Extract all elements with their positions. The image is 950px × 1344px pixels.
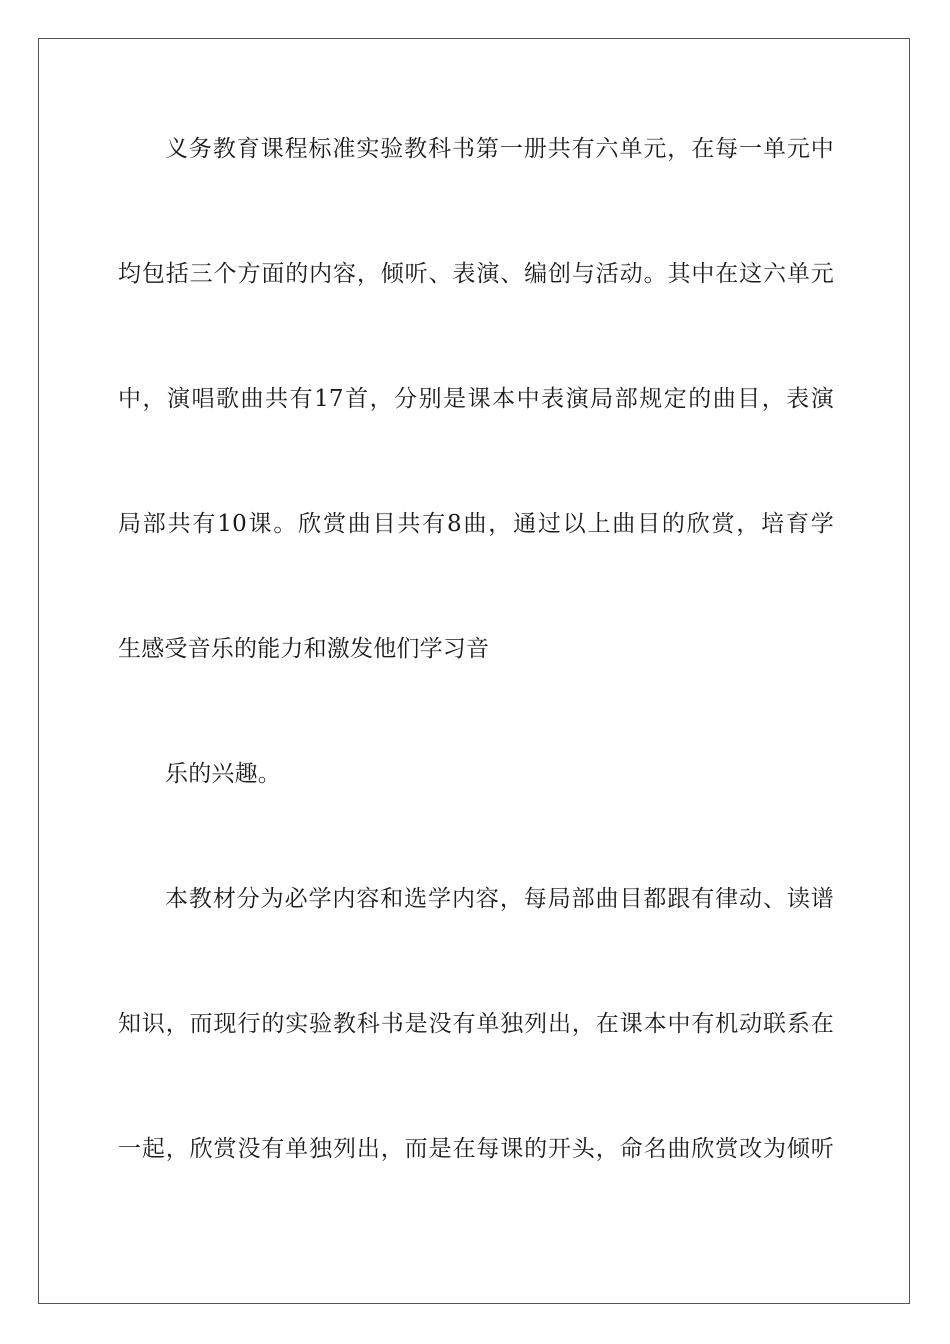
paragraph-1-line-2: 均包括三个方面的内容，倾听、表演、编创与活动。其中在这六单元	[118, 261, 834, 287]
paragraph-1-line-1: 义务教育课程标准实验教科书第一册共有六单元，在每一单元中	[165, 136, 834, 162]
paragraph-3-line-1: 本教材分为必学内容和选学内容，每局部曲目都跟有律动、读谱	[165, 886, 834, 912]
paragraph-1-line-5: 生感受音乐的能力和激发他们学习音	[118, 636, 490, 662]
paragraph-3-line-2: 知识，而现行的实验教科书是没有单独列出，在课本中有机动联系在	[118, 1011, 834, 1037]
paragraph-1-line-3: 中，演唱歌曲共有17首，分别是课本中表演局部规定的曲目，表演	[118, 386, 834, 412]
page-border	[38, 38, 910, 1304]
paragraph-3-line-3: 一起，欣赏没有单独列出，而是在每课的开头，命名曲欣赏改为倾听	[118, 1136, 834, 1162]
paragraph-1-line-4: 局部共有10课。欣赏曲目共有8曲，通过以上曲目的欣赏，培育学	[118, 511, 834, 537]
paragraph-2-line-1: 乐的兴趣。	[165, 761, 281, 787]
